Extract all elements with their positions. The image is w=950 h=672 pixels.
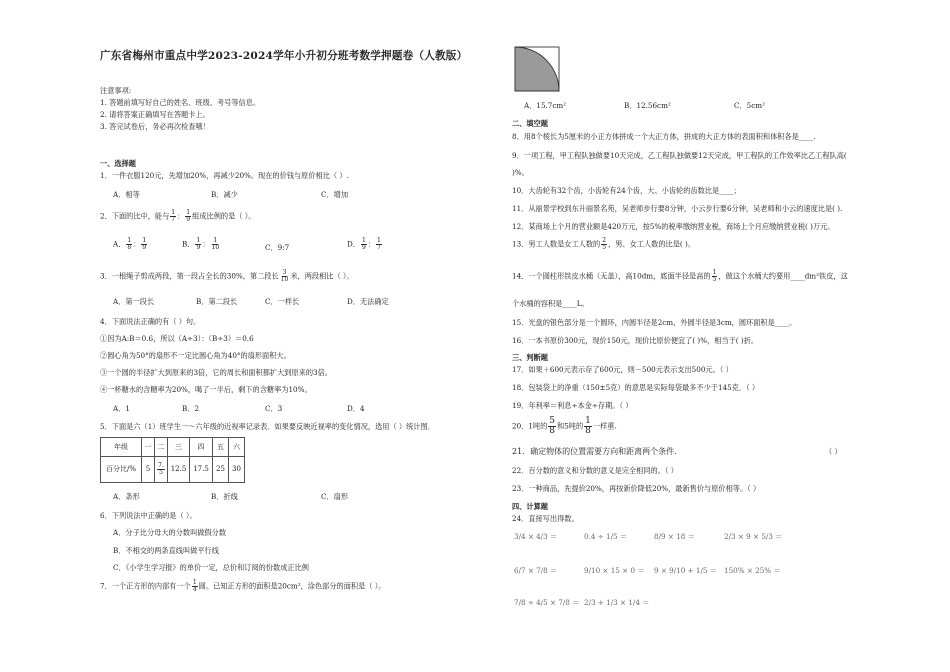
statement: ②圆心角为50°的扇形不一定比圆心角为40°的扇形面积大。 <box>100 351 291 360</box>
question-16: 16．一本书原价300元，现价150元，现价比原价便宜了( )%，相当于( )折。 <box>512 336 759 345</box>
option: A．相等 <box>113 190 140 199</box>
table-header: 二 <box>155 438 168 457</box>
question-6: 6．下列说法中正确的是（ ）。 <box>100 511 197 520</box>
calc-item: 7/8 ÷ 4/5 × 7/8 ＝ <box>514 598 580 607</box>
question-20: 20．1吨的 $\frac{5}{8}$ 和5吨的 $\frac{1}{8}$ 一样重. <box>512 416 617 436</box>
table-cell: $\frac{7.}{5}$ <box>155 457 168 483</box>
question-19: 19．年利率＝利息÷本金÷存期。（ ） <box>512 401 633 410</box>
calc-item: 0.4 ÷ 1/5 ＝ <box>584 532 628 541</box>
option: A．条形 <box>113 492 140 501</box>
section-heading: 四、计算题 <box>512 502 548 511</box>
notice-heading: 注意事项: <box>100 86 132 95</box>
option: C．增加 <box>321 190 349 199</box>
table-header: 一 <box>142 438 155 457</box>
question-11: 11．从丽景学校到东升丽景名苑，吴老师步行要8分钟，小云步行要6分钟，吴老师和小云的速度比是( ). <box>512 204 843 213</box>
question-14: 14．一个圆柱形铁皮水桶（无盖），高10dm，底面半径是高的 $\frac{1}{5}$ ，做这个水桶大约要用____dm²铁皮，这 <box>512 269 848 283</box>
section-heading: 一、选择题 <box>100 159 136 168</box>
calc-item: 6/7 × 7/8 ＝ <box>514 566 558 575</box>
question-18: 18．包装袋上的净重（150±5克）的意思是实际每袋最多不少于145克．（ ） <box>512 383 760 392</box>
calc-item: 2/3 × 9 × 5/3 ＝ <box>724 532 783 541</box>
page-title: 广东省梅州市重点中学2023-2024学年小升初分班考数学押题卷（人教版） <box>100 50 468 62</box>
option: C．一样长 <box>265 297 300 306</box>
option: D．4 <box>347 404 365 413</box>
quarter-circle-figure <box>514 46 560 92</box>
option: B．12.56cm² <box>624 101 671 110</box>
option: C．《小学生学习报》的单价一定，总价和订阅的份数成正比例 <box>113 563 309 572</box>
question-23: 23．一种商品，先提价20%，再按新价降低20%，最新售价与原价相等。（ ） <box>512 484 761 493</box>
option: B．不相交的两条直线叫做平行线 <box>113 546 219 555</box>
question-7: 7．一个正方形的内部有一个 $\frac{1}{4}$ 圆。已知正方形的面积是20cm²，涂色部分的面积是（ ）。 <box>100 579 386 593</box>
calc-item: 2/3 + 1/3 × 1/4 ＝ <box>584 598 650 607</box>
option: C．9:7 <box>265 243 290 252</box>
option: B． $\frac{1}{9}$ ： $\frac{1}{10}$ <box>182 237 220 251</box>
calc-item: 8/9 × 18 ＝ <box>654 532 695 541</box>
option: A．第一段长 <box>113 297 155 306</box>
calc-item: 9 × 9/10 + 1/5 ＝ <box>654 566 717 575</box>
table-cell: 5 <box>142 457 155 483</box>
myopia-table <box>100 437 245 483</box>
notice-item: 1. 答题前填写好自己的姓名、班级、考号等信息。 <box>100 98 261 107</box>
table-header: 三 <box>168 438 190 457</box>
option: A．15.7cm² <box>524 101 567 110</box>
question-5: 5．下面是六（1）班学生一～六年级的近视率记录表．如果要反映近视率的变化情况，选用（ ）统计图． <box>100 422 435 431</box>
option: B．减少 <box>211 190 238 199</box>
statement: ③一个圆的半径扩大到原来的3倍，它的周长和面积都扩大到原来的3倍。 <box>100 368 332 377</box>
option: D． $\frac{1}{9}$ ： $\frac{1}{7}$ <box>347 237 381 251</box>
calc-item: 9/10 × 15 × 0 ＝ <box>584 566 645 575</box>
question-13: 13．男工人数是女工人数的 $\frac{2}{5}$ ，男、女工人数的比是( )。 <box>512 237 696 251</box>
statement: ①因为A:B＝0.6，所以（A÷3）：（B÷3）＝0.6 <box>100 334 254 343</box>
option: C．扇形 <box>321 492 349 501</box>
option: A．1 <box>113 404 130 413</box>
question-12: 12．某商场上个月的营业额是420万元，按5%的税率缴纳营业税，商场上个月应缴纳营业税( )万元。 <box>512 222 835 231</box>
calc-item: 150% × 25% ＝ <box>724 566 781 575</box>
question-10: 10．大齿轮有32个齿，小齿轮有24个齿，大、小齿轮的齿数比是____； <box>512 186 741 195</box>
table-header: 五 <box>213 438 229 457</box>
table-header: 年级 <box>101 438 142 457</box>
option: B．第二段长 <box>196 297 238 306</box>
question-9: 9．一项工程，甲工程队独做要10天完成，乙工程队独做要12天完成，甲工程队的工作效率比乙工程队高( <box>512 151 847 160</box>
question-2: 2．下面的比中，能与 $\frac{1}{7}$ ： $\frac{1}{9}$ 组成比例的是（ ）。 <box>100 209 256 223</box>
option: A．分子比分母大的分数叫做假分数 <box>113 528 227 537</box>
table-cell: 30 <box>229 457 245 483</box>
table-cell: 百分比/% <box>101 457 142 483</box>
section-heading: 二、填空题 <box>512 119 548 128</box>
question-3: 3．一根绳子剪成两段，第一段占全长的30%，第二段长 $\frac{3}{10}$ 米，两段相比（ ）。 <box>100 269 354 283</box>
table-cell: 12.5 <box>168 457 190 483</box>
question-8: 8．用8个棱长为5厘米的小正方体拼成一个大正方体，拼成的大正方体的表面积和体积各是____. <box>512 132 816 141</box>
notice-item: 3. 答完试卷后，务必再次检查哦！ <box>100 122 210 131</box>
option: D．无法确定 <box>347 297 389 306</box>
statement: ④一杯糖水的含糖率为20%，喝了一半后，剩下的含糖率为10%。 <box>100 385 312 394</box>
question-15: 15．光盘的银色部分是一个圆环，内圆半径是2cm，外圆半径是3cm，圆环面积是____。 <box>512 318 797 327</box>
option: C．5cm² <box>734 101 765 110</box>
calc-item: 3/4 × 4/3 ＝ <box>514 532 558 541</box>
notice-item: 2. 请将答案正确填写在答题卡上。 <box>100 110 210 119</box>
question-4: 4．下面说法正确的有（ ）句。 <box>100 317 201 326</box>
section-heading: 三、判断题 <box>512 353 548 362</box>
question-21: 21．确定物体的位置需要方向和距离两个条件. <box>512 447 677 456</box>
question-22: 22．百分数的意义和分数的意义是完全相同的。（ ） <box>512 466 678 475</box>
option: C．3 <box>265 404 283 413</box>
question-24: 24．直接写出得数。 <box>512 514 579 523</box>
table-cell: 25 <box>213 457 229 483</box>
question-1: 1．一件衣服120元，先增加20%，再减少20%。现在的价钱与原价相比（ ）. <box>100 171 349 180</box>
table-cell: 17.5 <box>190 457 213 483</box>
table-header: 六 <box>229 438 245 457</box>
table-header: 四 <box>190 438 213 457</box>
option: B．2 <box>182 404 200 413</box>
answer-paren: （ ） <box>825 447 842 456</box>
option: A． $\frac{1}{8}$ ： $\frac{1}{9}$ <box>113 237 147 251</box>
question-14-cont: 个水桶的容积是____L。 <box>512 299 589 308</box>
question-17: 17．如果＋600元表示存了600元，则－500元表示支出500元。（ ） <box>512 365 733 374</box>
option: B．折线 <box>211 492 238 501</box>
question-9-cont: )%。 <box>512 168 529 177</box>
